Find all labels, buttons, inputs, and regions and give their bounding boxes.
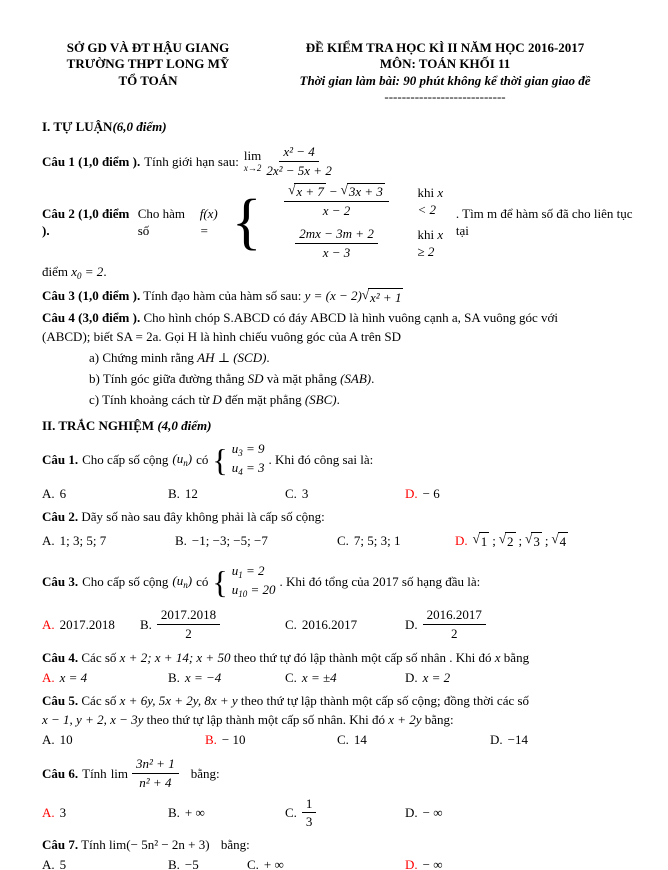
answer-value: 3 <box>301 485 309 501</box>
answer-d <box>405 669 636 686</box>
answer-a <box>42 532 175 549</box>
essay-q4-part-a: a) Chứng minh rằng AH ⊥ (SCD). <box>89 349 270 365</box>
answer-value: 6 <box>59 485 67 501</box>
equation-system <box>232 563 276 601</box>
case-row <box>268 183 452 219</box>
answer-a <box>42 669 168 686</box>
answer-c <box>337 532 455 549</box>
answer-a <box>42 485 168 502</box>
question-label: Câu 3. <box>42 574 79 590</box>
math-var: x <box>494 649 501 665</box>
answer-letter: C. <box>285 485 297 501</box>
question-label: Câu 5. <box>42 693 79 709</box>
math-fraction: $\frac{2016.2017}{2}$ <box>423 607 486 642</box>
function-notation: f(x) = <box>199 205 218 238</box>
radical-sign: √ <box>288 182 296 198</box>
math-expression: D <box>212 392 222 408</box>
question-text: Tính đạo hàm của hàm số sau: <box>143 288 302 304</box>
answer-letter: A. <box>42 857 55 870</box>
answer-b <box>205 731 337 748</box>
answer-letter: D. <box>405 669 418 685</box>
mc-question-7: Câu 7. Tính lim(− 5n² − 2n + 3) bằng: <box>42 837 250 853</box>
math-fraction <box>284 183 389 219</box>
mc-question-1: Câu 1. Cho cấp số cộng $(u_n)$ có { $u_3 = 9$ $u_4 = 3$ . Khi đó công sai là: <box>42 440 374 478</box>
answer-d <box>405 607 636 642</box>
answer-letter: D. <box>405 485 418 501</box>
answer-value: x = 4 <box>59 669 88 685</box>
math-fraction <box>295 226 378 261</box>
school-name: TRƯỜNG THPT LONG MỸ <box>66 56 230 72</box>
answer-b <box>168 485 285 502</box>
answer-a <box>42 856 168 870</box>
fraction-numerator: x² − 4 <box>279 144 318 162</box>
math-expression: SD <box>247 371 264 387</box>
fraction-denominator: 2x² − 5x + 2 <box>266 162 332 178</box>
system-eq-1: $u_1 = 2$ <box>231 563 265 581</box>
exam-duration: Thời gian làm bài: 90 phút không kể thời gian giao đề <box>299 72 591 88</box>
answer-letter: C. <box>285 805 297 821</box>
answer-letter: B. <box>168 669 180 685</box>
math-expression: (SBC) <box>304 392 337 408</box>
question-label: Câu 7. <box>42 837 79 853</box>
answer-value: x = 2 <box>422 669 451 685</box>
question-text: Tính giới hạn sau: <box>144 153 239 169</box>
divider-dashes: ---------------------------- <box>384 88 506 104</box>
sqrt-radical: √ 4 <box>551 530 567 549</box>
mc-question-5: Câu 5. Các số x + 6y, 5x + 2y, 8x + y theo thứ tự lập thành một cấp số cộng; đồng thời các số <box>42 693 530 709</box>
system-eq-2: $u_{10} = 20$ <box>231 582 276 600</box>
question-label: Câu 2 (1,0 điểm ). <box>42 205 130 238</box>
sqrt-radical: √ x² + 1 <box>361 287 402 306</box>
department-name: SỞ GD VÀ ĐT HẬU GIANG <box>66 40 230 55</box>
school-block <box>42 40 254 89</box>
answer-d <box>405 804 636 821</box>
mc-q3-answers <box>42 607 636 643</box>
answer-b <box>168 669 285 686</box>
essay-q4-part-c: c) Tính khoảng cách từ D đến mặt phẳng (SBC). <box>89 392 340 408</box>
question-label: Câu 3 (1,0 điểm ). <box>42 288 141 304</box>
lim-subscript: x→2 <box>243 163 262 174</box>
math-expression: x + 2; x + 14; x + 50 <box>119 649 231 665</box>
answer-d <box>455 532 636 550</box>
section-essay-label: I. TỰ LUẬN <box>42 119 113 134</box>
mc-question-3: Câu 3. Cho cấp số cộng $(u_n)$ có { $u_1 = 2$ $u_{10} = 20$ . Khi đó tổng của 2017 số hạng đầu là: <box>42 563 481 600</box>
mc-q7-answers <box>42 856 636 870</box>
essay-question-2: Câu 2 (1,0 điểm ). Cho hàm số f(x) = { √ x + 7 − √ 3x + 3 x − 2 khi x < 2 $\frac{2mx - 3m + 2}{x - 3}$ khi x ≥ 2 . Tìm m để hàm số đã cho liên tục tại <box>42 183 636 260</box>
question-text-tail: . Tìm m để hàm số đã cho liên tục tại <box>455 205 633 238</box>
answer-letter: A. <box>42 485 55 501</box>
lim-word: lim <box>243 148 262 164</box>
math-fraction: $\frac{\text{3n² + 1}}{\text{n² + 4}}$ <box>132 756 179 791</box>
sqrt-radical: √ 3 <box>525 530 540 549</box>
essay-question-4-line2: (ABCD); biết SA = 2a. Gọi H là hình chiếu vuông góc của A trên SD <box>42 328 402 344</box>
answer-letter: D. <box>405 857 418 870</box>
answer-value: −1; −3; −5; −7 <box>191 533 268 549</box>
math-expression: x + 2y <box>388 712 422 728</box>
answer-value: 14 <box>353 732 367 748</box>
section-mc-points: (4,0 điểm) <box>157 418 212 434</box>
answer-b <box>175 532 337 549</box>
minus-sign: − <box>328 184 338 200</box>
system-eq-1: $u_3 = 9$ <box>231 440 265 458</box>
limit-operator <box>244 149 262 173</box>
answer-d <box>405 485 636 502</box>
fraction-numerator <box>284 183 389 202</box>
answer-value: 2017.2018 <box>59 617 115 633</box>
answer-letter: A. <box>42 617 55 633</box>
title-block <box>254 40 636 105</box>
system-eq-2: $u_4 = 3$ <box>231 460 265 477</box>
answer-value: 1; 3; 5; 7 <box>59 533 107 549</box>
sqrt-radical: √ x + 7 <box>288 182 324 200</box>
fraction-numerator: 2mx − 3m + 2 <box>295 226 378 244</box>
essay-question-1 <box>42 141 636 181</box>
answer-c <box>247 856 405 870</box>
math-expression: x + 6y, 5x + 2y, 8x + y <box>119 693 238 709</box>
answer-letter: D. <box>490 732 503 748</box>
answer-letter: A. <box>42 805 55 821</box>
fraction-denominator: x − 2 <box>322 203 351 219</box>
exam-header <box>42 40 636 105</box>
question-label: Câu 4 (3,0 điểm ). <box>42 309 141 325</box>
sqrt-radical: √ 1 <box>472 530 488 549</box>
answer-value: − ∞ <box>422 805 443 821</box>
answer-letter: B. <box>168 485 180 501</box>
answer-a <box>42 804 168 821</box>
question-label: Câu 6. <box>42 766 79 782</box>
answer-b <box>168 856 247 870</box>
mc-q5-answers <box>42 731 636 748</box>
essay-question-2-continued: điểm $x_0 = 2$. <box>42 263 107 281</box>
mc-q2-answers <box>42 528 636 554</box>
case-row <box>268 226 452 261</box>
mc-question-4: Câu 4. Các số x + 2; x + 14; x + 50 theo thứ tự đó lập thành một cấp số nhân . Khi đó x bằng <box>42 649 530 665</box>
section-essay-heading <box>42 118 636 135</box>
answer-value: −5 <box>184 857 199 870</box>
mc-q1-answers <box>42 485 636 502</box>
math-fraction <box>266 144 331 179</box>
math-expression: y = (x − 2) <box>304 288 362 304</box>
answer-letter: D. <box>405 805 418 821</box>
answer-value: 12 <box>184 485 198 501</box>
section-mc-label: II. TRẮC NGHIỆM <box>42 418 155 434</box>
answer-c <box>285 485 405 502</box>
answer-value: x = −4 <box>184 669 222 685</box>
sequence-notation: $(u_n)$ <box>172 572 193 590</box>
case-condition: khi x ≥ 2 <box>417 227 444 260</box>
answer-c <box>337 731 490 748</box>
answer-value: − 6 <box>422 485 440 501</box>
answer-letter: B. <box>175 533 187 549</box>
section-essay-points: (6,0 điểm) <box>112 119 167 134</box>
fraction-denominator: x − 3 <box>322 244 351 260</box>
answer-value: 2016.2017 <box>301 617 358 633</box>
essay-question-3 <box>42 287 636 306</box>
answer-value: 7; 5; 3; 1 <box>353 533 401 549</box>
answer-letter: B. <box>168 857 180 870</box>
answer-b <box>140 607 285 642</box>
case-condition: khi x < 2 <box>417 184 444 218</box>
lim-word: lim <box>110 766 129 782</box>
equation-system <box>232 441 265 479</box>
answer-letter: D. <box>405 617 418 633</box>
answer-b <box>168 804 285 821</box>
question-label: Câu 2. <box>42 508 79 524</box>
answer-a <box>42 616 140 633</box>
math-expression: x − 1, y + 2, x − 3y <box>42 712 144 728</box>
sequence-notation: $(u_n)$ <box>172 450 193 468</box>
math-fraction: $\frac{1}{3}$ <box>302 796 317 831</box>
mc-question-6: Câu 6. Tính lim $\frac{\text{3n² + 1}}{\text{n² + 4}}$ bằng: <box>42 756 220 791</box>
piecewise-cases <box>268 183 452 260</box>
exam-title: ĐỀ KIỂM TRA HỌC KÌ II NĂM HỌC 2016-2017 <box>305 40 585 55</box>
mc-q6-answers <box>42 796 636 831</box>
answer-letter: C. <box>337 533 349 549</box>
answer-value: −14 <box>507 732 528 748</box>
sqrt-radical: √ 3x + 3 <box>340 182 383 200</box>
answer-letter: C. <box>337 732 349 748</box>
math-subscript: 0 <box>77 270 82 281</box>
math-var: x <box>71 263 78 279</box>
answer-value: x = ±4 <box>301 669 337 685</box>
essay-question-4 <box>42 309 636 326</box>
answer-c <box>285 796 405 831</box>
answer-value: 5 <box>59 857 67 870</box>
answer-value: 3 <box>59 805 67 821</box>
answer-a <box>42 731 205 748</box>
answer-value: 10 <box>59 732 73 748</box>
mc-question-5-line2: x − 1, y + 2, x − 3y theo thứ tự lập thành một cấp số nhân. Khi đó x + 2y bằng: <box>42 712 454 728</box>
answer-d <box>490 731 636 748</box>
answer-value: − 10 <box>221 732 246 748</box>
answer-letter: B. <box>205 732 217 748</box>
answer-letter: C. <box>285 617 297 633</box>
answer-letter: A. <box>42 533 55 549</box>
answer-letter: B. <box>168 805 180 821</box>
answer-letter: A. <box>42 669 55 685</box>
essay-q4-part-b: b) Tính góc giữa đường thẳng SD và mặt phẳng (SAB). <box>89 371 375 387</box>
math-fraction: $\frac{2017.2018}{2}$ <box>157 607 220 642</box>
mc-question-2: Câu 2. Dãy số nào sau đây không phải là cấp số cộng: <box>42 508 325 524</box>
answer-letter: B. <box>140 617 152 633</box>
sqrt-list: √ 1 ; √ 2 ; √ 3 ; √ 4 <box>472 530 567 549</box>
math-group-name: TỔ TOÁN <box>118 72 178 88</box>
radical-sign: √ <box>340 182 348 198</box>
math-expression: (SAB) <box>340 371 372 387</box>
exam-subject: MÔN: TOÁN KHỐI 11 <box>379 56 511 72</box>
answer-value: + ∞ <box>184 805 205 821</box>
answer-value: + ∞ <box>263 857 284 870</box>
answer-letter: A. <box>42 732 55 748</box>
answer-c <box>285 669 405 686</box>
section-mc-heading <box>42 417 636 434</box>
mc-q4-answers <box>42 669 636 686</box>
question-text: Cho hàm số <box>137 205 186 238</box>
answer-value: − ∞ <box>422 857 443 870</box>
answer-letter: D. <box>455 533 468 549</box>
radical-sign: √ <box>361 287 370 303</box>
answer-c <box>285 616 405 633</box>
answer-letter: C. <box>285 669 297 685</box>
question-label: Câu 4. <box>42 649 79 665</box>
question-label: Câu 1 (1,0 điểm ). <box>42 153 141 169</box>
sqrt-radical: √ 2 <box>498 530 514 549</box>
question-label: Câu 1. <box>42 451 79 467</box>
answer-d <box>405 856 636 870</box>
question-text-line1: Cho hình chóp S.ABCD có đáy ABCD là hình vuông cạnh a, SA vuông góc với <box>143 309 559 325</box>
answer-letter: C. <box>247 857 259 870</box>
math-expression: AH ⊥ (SCD) <box>197 349 267 365</box>
